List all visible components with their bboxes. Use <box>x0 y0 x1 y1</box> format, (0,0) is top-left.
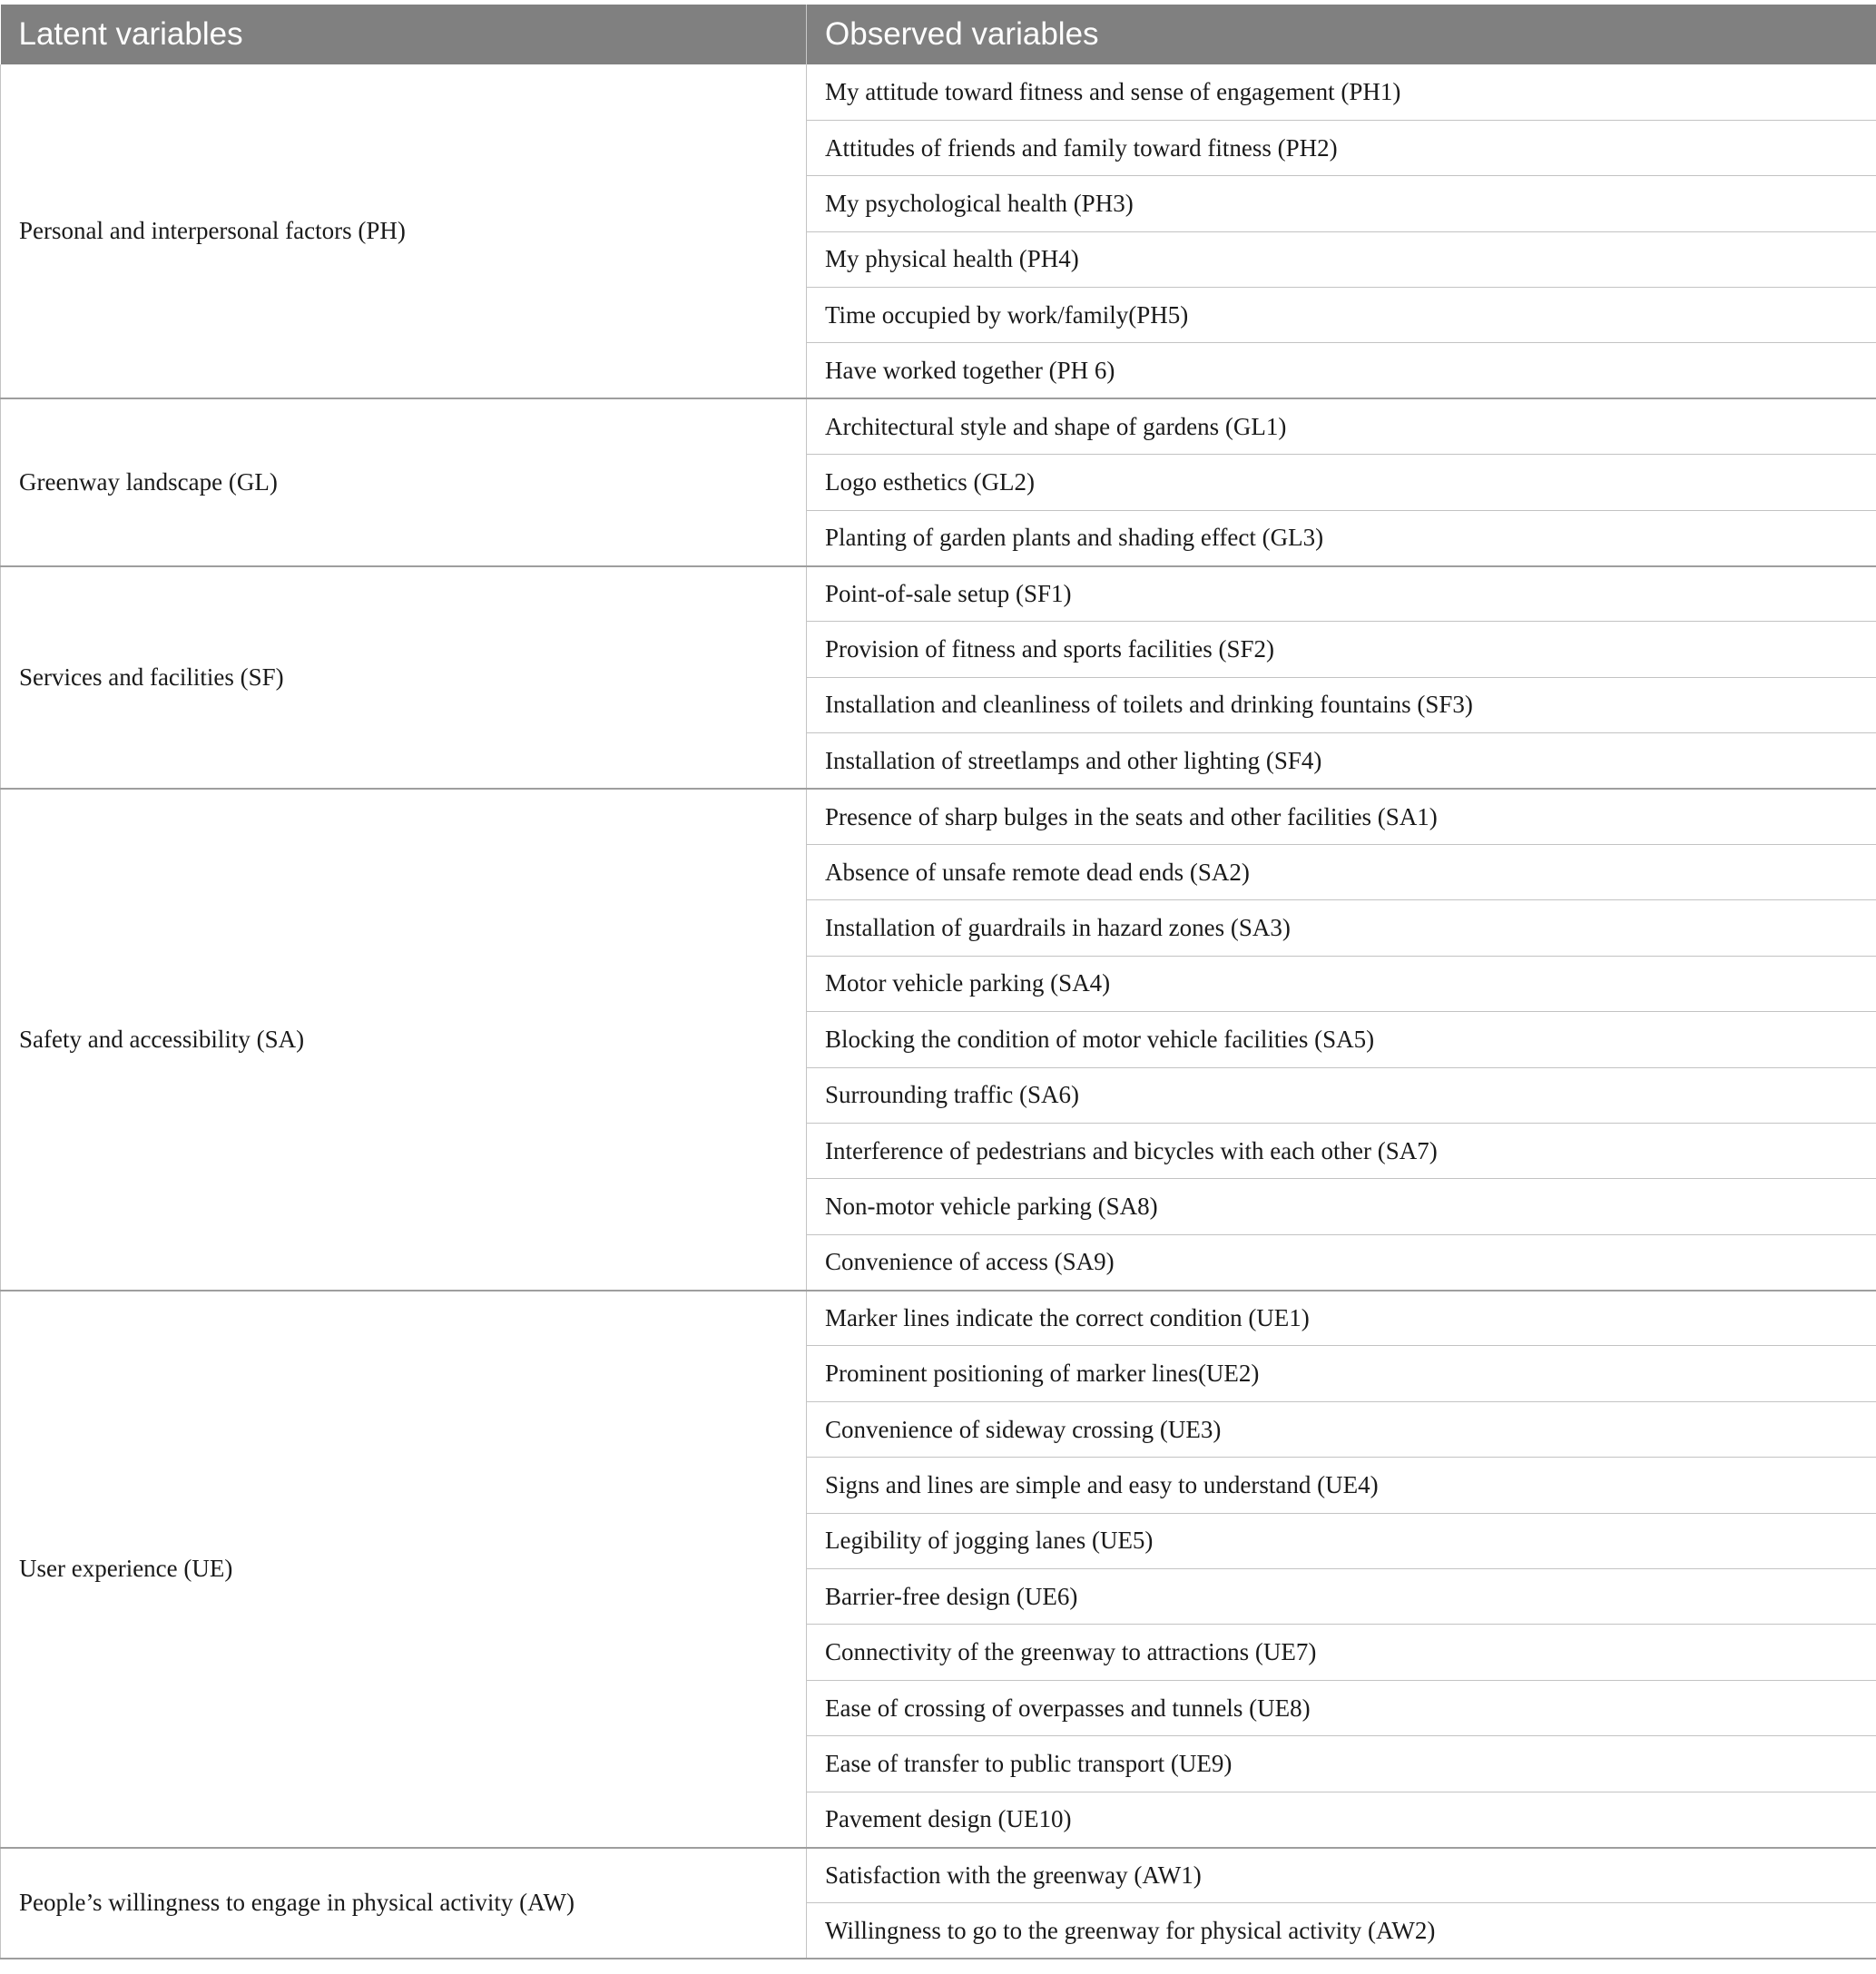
observed-variable-cell: Absence of unsafe remote dead ends (SA2) <box>807 844 1876 899</box>
table-row <box>1 398 1876 454</box>
latent-variable-cell: People’s willingness to engage in physical activity (AW) <box>1 1848 807 1959</box>
observed-variable-cell: Pavement design (UE10) <box>807 1792 1876 1847</box>
header-observed: Observed variables <box>807 5 1876 64</box>
table-row <box>1 1848 1876 1903</box>
observed-variable-cell: Have worked together (PH 6) <box>807 343 1876 398</box>
observed-variable-cell: Ease of transfer to public transport (UE9) <box>807 1736 1876 1792</box>
table-row <box>1 1291 1876 1346</box>
observed-variable-cell: Time occupied by work/family(PH5) <box>807 288 1876 343</box>
table-row <box>1 789 1876 844</box>
observed-variable-cell: Connectivity of the greenway to attractions (UE7) <box>807 1625 1876 1680</box>
observed-variable-cell: Marker lines indicate the correct condition (UE1) <box>807 1291 1876 1346</box>
observed-variable-cell: Logo esthetics (GL2) <box>807 455 1876 510</box>
observed-variable-cell: Interference of pedestrians and bicycles with each other (SA7) <box>807 1123 1876 1178</box>
observed-variable-cell: My psychological health (PH3) <box>807 176 1876 231</box>
latent-variable-cell: Greenway landscape (GL) <box>1 398 807 565</box>
latent-variable-cell: Safety and accessibility (SA) <box>1 789 807 1291</box>
observed-variable-cell: Willingness to go to the greenway for physical activity (AW2) <box>807 1903 1876 1959</box>
observed-variable-cell: Planting of garden plants and shading effect (GL3) <box>807 510 1876 565</box>
variables-table <box>0 5 1876 1959</box>
observed-variable-cell: Convenience of sideway crossing (UE3) <box>807 1401 1876 1457</box>
header-row <box>1 5 1876 64</box>
observed-variable-cell: Point-of-sale setup (SF1) <box>807 566 1876 622</box>
table-row <box>1 566 1876 622</box>
observed-variable-cell: Prominent positioning of marker lines(UE2) <box>807 1346 1876 1401</box>
observed-variable-cell: Signs and lines are simple and easy to understand (UE4) <box>807 1458 1876 1513</box>
observed-variable-cell: Satisfaction with the greenway (AW1) <box>807 1848 1876 1903</box>
observed-variable-cell: Barrier-free design (UE6) <box>807 1569 1876 1625</box>
latent-variable-cell: Services and facilities (SF) <box>1 566 807 790</box>
observed-variable-cell: My physical health (PH4) <box>807 231 1876 287</box>
observed-variable-cell: Installation and cleanliness of toilets and drinking fountains (SF3) <box>807 677 1876 732</box>
table-row <box>1 64 1876 120</box>
observed-variable-cell: Surrounding traffic (SA6) <box>807 1067 1876 1123</box>
observed-variable-cell: Installation of streetlamps and other lighting (SF4) <box>807 733 1876 789</box>
observed-variable-cell: Presence of sharp bulges in the seats and other facilities (SA1) <box>807 789 1876 844</box>
table-body <box>1 64 1876 1959</box>
observed-variable-cell: Non-motor vehicle parking (SA8) <box>807 1179 1876 1234</box>
observed-variable-cell: Motor vehicle parking (SA4) <box>807 956 1876 1011</box>
latent-variable-cell: Personal and interpersonal factors (PH) <box>1 64 807 398</box>
observed-variable-cell: Attitudes of friends and family toward fitness (PH2) <box>807 120 1876 175</box>
observed-variable-cell: Convenience of access (SA9) <box>807 1234 1876 1290</box>
latent-variable-cell: User experience (UE) <box>1 1291 807 1848</box>
observed-variable-cell: Legibility of jogging lanes (UE5) <box>807 1513 1876 1568</box>
observed-variable-cell: Ease of crossing of overpasses and tunnels (UE8) <box>807 1680 1876 1735</box>
observed-variable-cell: Installation of guardrails in hazard zones (SA3) <box>807 900 1876 956</box>
observed-variable-cell: Provision of fitness and sports facilities (SF2) <box>807 622 1876 677</box>
header-latent: Latent variables <box>1 5 807 64</box>
observed-variable-cell: My attitude toward fitness and sense of engagement (PH1) <box>807 64 1876 120</box>
observed-variable-cell: Architectural style and shape of gardens (GL1) <box>807 398 1876 454</box>
observed-variable-cell: Blocking the condition of motor vehicle facilities (SA5) <box>807 1012 1876 1067</box>
